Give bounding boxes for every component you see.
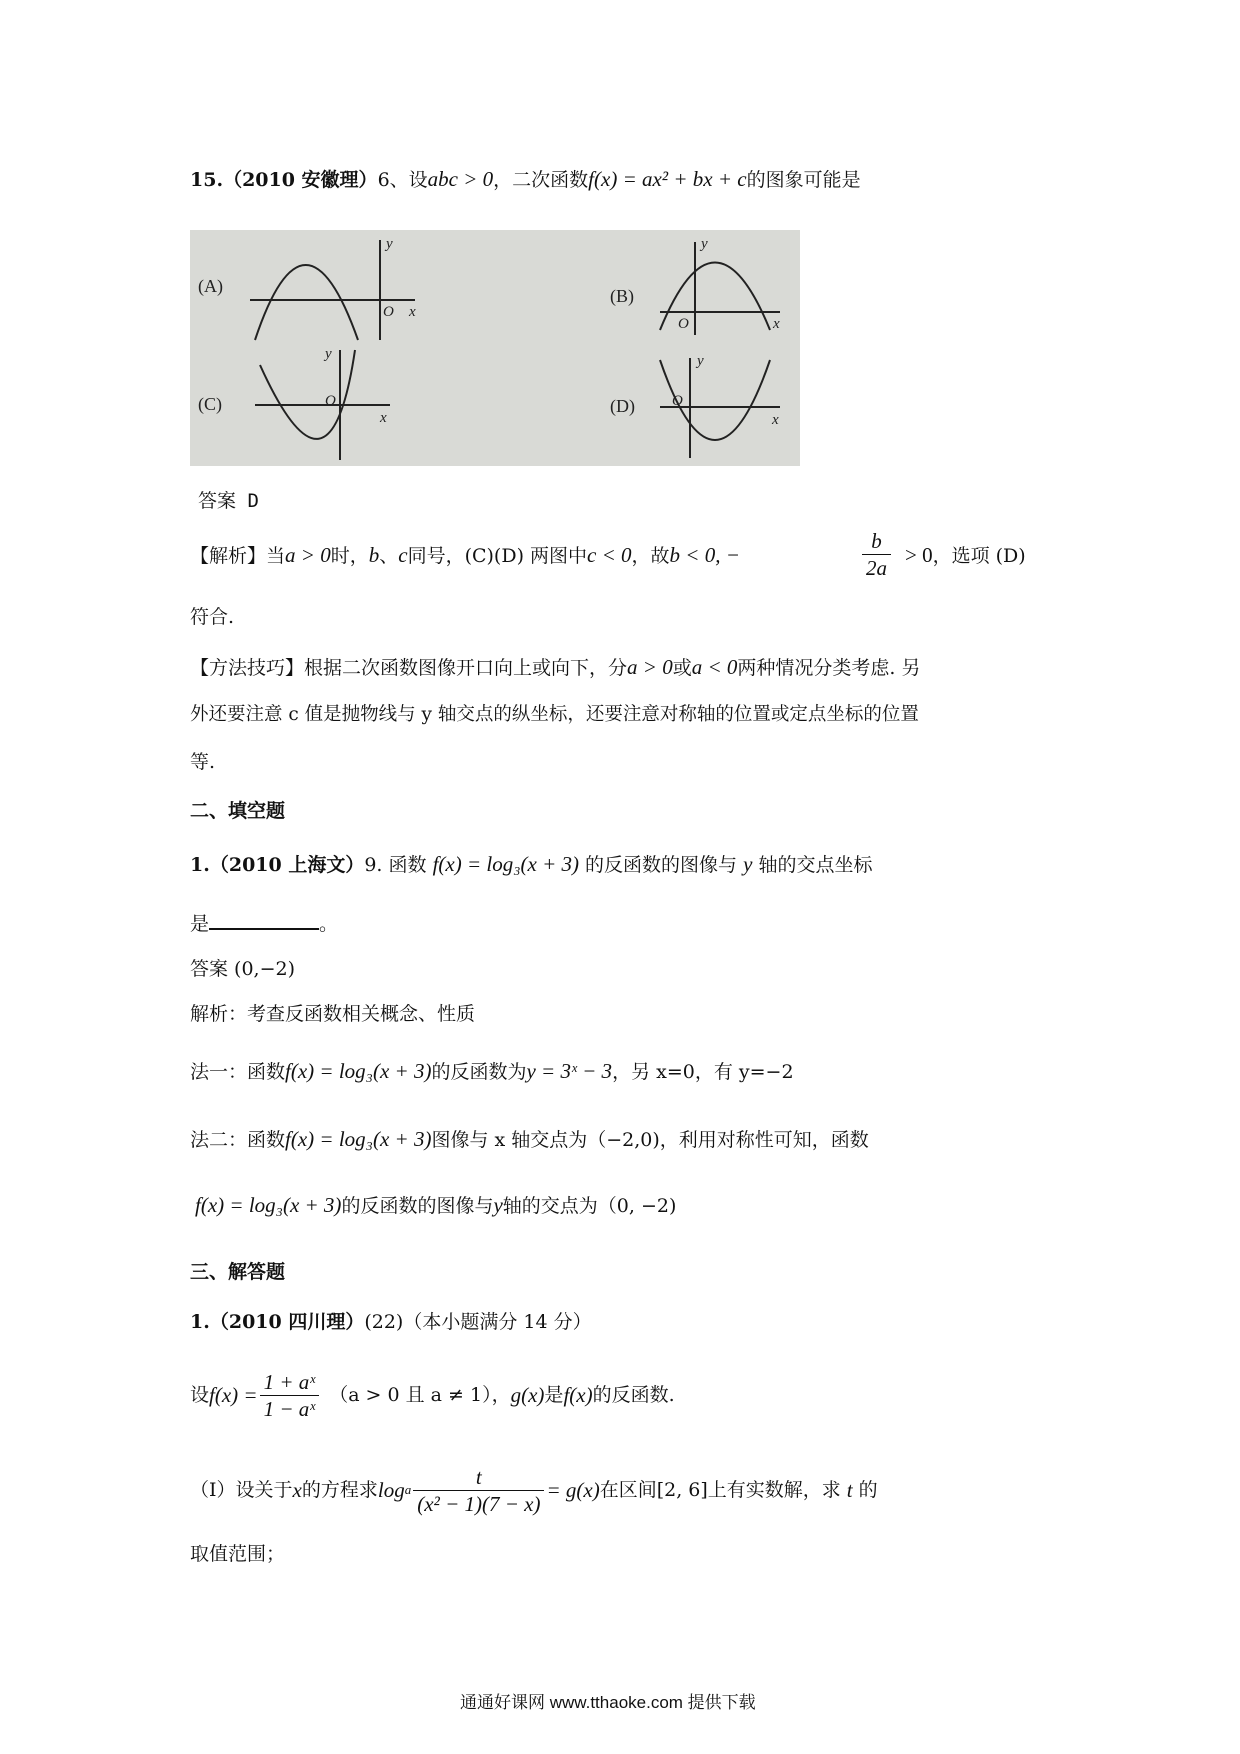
method-m2: a < 0 (691, 655, 738, 679)
fill1-function: f(x) = log₃(x + 3) (432, 852, 579, 876)
parabola-b (660, 263, 770, 331)
fill1-t3: 轴的交点坐标 (758, 854, 873, 876)
fill1-number: 1. (190, 854, 210, 876)
q15-function: f(x) = ax² + bx + c (588, 167, 747, 191)
analysis-m2: b (368, 543, 380, 567)
fill1-line2 (190, 910, 338, 938)
q15-method-line1 (190, 653, 920, 682)
def-fraction (260, 1369, 320, 1422)
method-label: 【方法技巧】 (190, 657, 305, 679)
method1-t3: ，另 x=0，有 y=−2 (612, 1061, 794, 1083)
analysis-t6: ，选项 (D) (932, 545, 1026, 567)
analysis-t3: 、 (379, 545, 399, 567)
method2-line2-function: f(x) = log₃(x + 3) (195, 1193, 342, 1217)
fraction-numerator: b (862, 528, 891, 555)
axis-y-label-a: y (386, 236, 393, 252)
section2-title: 二、填空题 (190, 800, 286, 822)
solve1-part1-line2: 取值范围； (190, 1543, 286, 1565)
method-t2: 或 (672, 657, 692, 679)
q15-source: （2010 安徽理） (223, 169, 378, 191)
q15-analysis-line1 (190, 541, 740, 570)
axis-y-label-c: y (325, 346, 332, 362)
parabola-a (255, 265, 358, 340)
origin-label-b: O (678, 316, 689, 332)
fill1-source: （2010 上海文） (209, 854, 365, 876)
fill1-analysis: 解析：考查反函数相关概念、性质 (190, 1003, 476, 1025)
parabola-options-svg (190, 230, 800, 466)
method1-function: f(x) = log₃(x + 3) (285, 1059, 432, 1083)
analysis-fraction (860, 528, 893, 581)
part1-t4: 的 (858, 1479, 878, 1501)
part1-log-base: a (404, 1482, 412, 1497)
method1-t1: 法一：函数 (190, 1061, 286, 1083)
fill1-t1: 9. 函数 (364, 854, 427, 876)
analysis-t4: 同号，(C)(D) 两图中 (407, 545, 588, 567)
part1-denominator: (x² − 1)(7 − x) (417, 1491, 541, 1516)
def-condition: （a > 0 且 a ≠ 1）， (329, 1384, 511, 1406)
part1-t1: （Ⅰ）设关于 (190, 1479, 293, 1501)
def-numerator: 1 + aˣ (260, 1369, 320, 1396)
fill1-line2-end: 。 (319, 913, 339, 935)
page-footer: 通通好课网 www.tthaoke.com 提供下载 (460, 1693, 756, 1712)
part1-t2: 的方程求 (301, 1479, 378, 1501)
origin-label-a: O (383, 304, 394, 320)
method2-t2: 图像与 x 轴交点为（−2,0)，利用对称性可知，函数 (431, 1129, 869, 1151)
method2-line2-t1: 的反函数的图像与 (341, 1195, 494, 1217)
part1-equals: = g(x) (546, 1478, 600, 1502)
option-label-b: (B) (610, 286, 634, 306)
def-function: f(x) = (209, 1383, 258, 1407)
def-t2: 是 (544, 1384, 564, 1406)
axis-x-label-a: x (409, 304, 416, 320)
analysis-t1: 当 (266, 545, 286, 567)
method2-function: f(x) = log₃(x + 3) (285, 1127, 432, 1151)
answer-blank (209, 910, 319, 930)
method1-inverse: y = 3ˣ − 3 (526, 1059, 613, 1083)
solve1-source: （2010 四川理） (209, 1311, 365, 1333)
q15-text-b: ，二次函数 (493, 169, 589, 191)
option-label-d: (D) (610, 396, 635, 416)
q15-line (190, 165, 861, 194)
part1-log: log (377, 1478, 405, 1502)
analysis-m1: a > 0 (285, 543, 331, 567)
axis-x-label-b: x (773, 316, 780, 332)
part1-t: t (846, 1478, 853, 1502)
part1-t3: 在区间[2, 6]上有实数解，求 (599, 1479, 841, 1501)
fill1-line1 (190, 850, 873, 879)
parabola-options-figure (190, 230, 800, 466)
q15-method-line2: 外还要注意 c 值是抛物线与 y 轴交点的纵坐标，还要注意对称轴的位置或定点坐标的位置 (190, 704, 919, 725)
solve1-t1: (22)（本小题满分 14 分） (364, 1311, 592, 1333)
fraction-denominator: 2a (866, 556, 887, 580)
analysis-m6: > 0 (905, 543, 933, 567)
q15-analysis-line2: 符合. (190, 606, 235, 628)
analysis-m4: c < 0 (587, 543, 632, 567)
method2-t1: 法二：函数 (190, 1129, 286, 1151)
solve1-line1 (190, 1308, 592, 1336)
fill1-t2: 的反函数的图像与 (585, 854, 738, 876)
axis-x-label-d: x (772, 412, 779, 428)
analysis-label: 【解析】 (190, 545, 267, 567)
q15-method-line3: 等. (190, 751, 216, 773)
def-f2: f(x) (563, 1383, 593, 1407)
part1-fraction (413, 1464, 544, 1517)
fill1-y: y (743, 852, 753, 876)
method1-t2: 的反函数为 (431, 1061, 527, 1083)
def-g: g(x) (510, 1383, 545, 1407)
analysis-t5: ，故 (631, 545, 670, 567)
origin-label-d: O (672, 393, 683, 409)
q15-number: 15. (190, 169, 224, 191)
q15-text-c: 的图象可能是 (746, 169, 861, 191)
option-label-a: (A) (198, 276, 223, 296)
axis-y-label-d: y (697, 353, 704, 369)
analysis-m5: b < 0, − (669, 543, 740, 567)
method2-line2-y: y (493, 1193, 503, 1217)
analysis-m3: c (398, 543, 408, 567)
q15-condition: abc > 0 (427, 167, 494, 191)
part1-numerator: t (413, 1464, 544, 1491)
q15-answer: 答案 D (198, 490, 259, 512)
analysis-t2: 时， (330, 545, 369, 567)
fill1-line2-text: 是 (190, 913, 210, 935)
axis-y-label-b: y (701, 236, 708, 252)
method1-line (190, 1057, 794, 1086)
solve1-definition (190, 1365, 675, 1425)
origin-label-c: O (325, 393, 336, 409)
solve1-number: 1. (190, 1311, 210, 1333)
method2-line2-t2: 轴的交点为（0, −2) (502, 1195, 677, 1217)
fill1-answer: 答案 (0,−2) (190, 958, 296, 980)
analysis-tail (905, 541, 1026, 570)
method2-line2 (195, 1191, 676, 1220)
def-t3: 的反函数. (592, 1384, 675, 1406)
axis-x-label-c: x (380, 410, 387, 426)
method-t1: 根据二次函数图像开口向上或向下，分 (304, 657, 628, 679)
solve1-part1 (190, 1460, 878, 1520)
section3-title: 三、解答题 (190, 1261, 286, 1283)
method2-line1 (190, 1125, 869, 1154)
def-t1: 设 (190, 1384, 210, 1406)
method-t3: 两种情况分类考虑. 另 (737, 657, 921, 679)
q15-text-a: 6、设 (377, 169, 428, 191)
def-denominator: 1 − aˣ (263, 1396, 316, 1421)
method-m1: a > 0 (627, 655, 673, 679)
part1-x: x (292, 1478, 302, 1502)
option-label-c: (C) (198, 394, 222, 414)
